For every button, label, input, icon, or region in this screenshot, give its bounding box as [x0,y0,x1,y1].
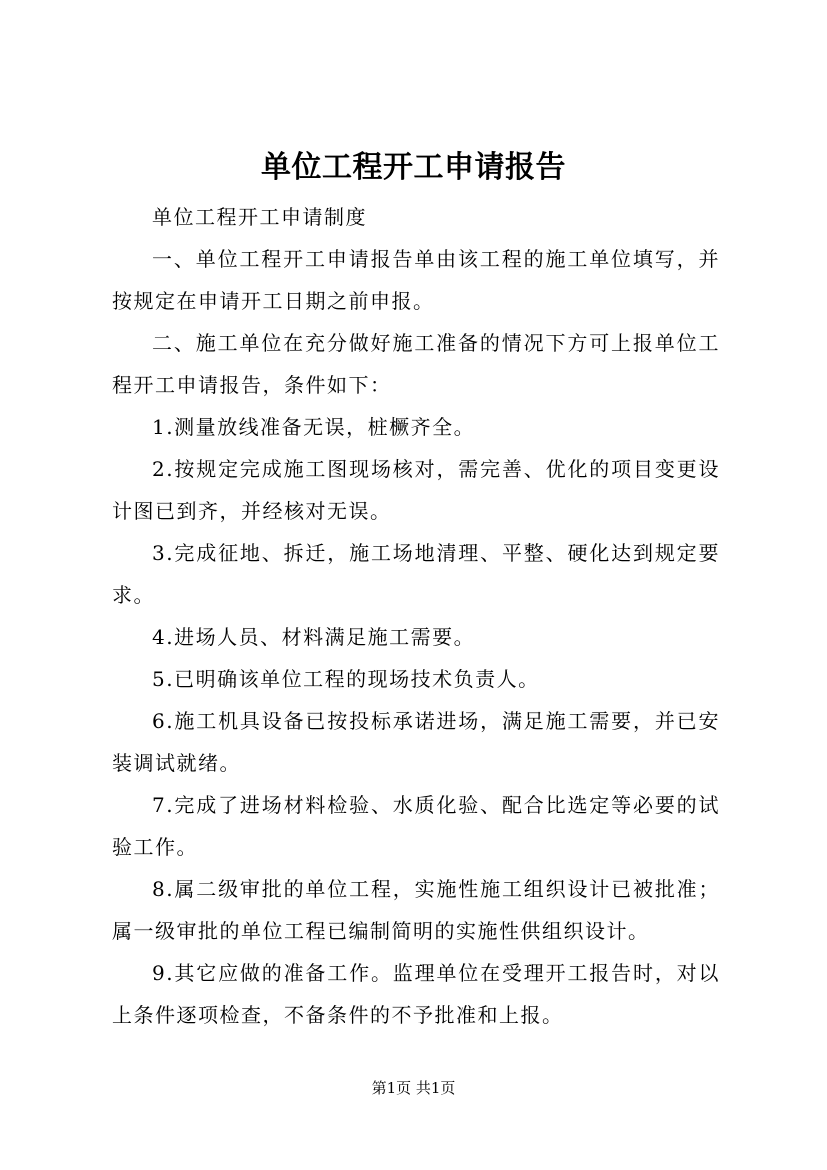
paragraph-condition-1: 1.测量放线准备无误，桩橛齐全。 [152,415,476,439]
paragraph-condition-7: 7.完成了进场材料检验、水质化验、配合比选定等必要的试验工作。 [112,793,720,859]
paragraph-condition-6: 6.施工机具设备已按投标承诺进场，满足施工需要，并已安装调试就绪。 [112,709,720,775]
document-title: 单位工程开工申请报告 [261,150,566,185]
document-body [112,196,720,1036]
paragraph-item-1: 一、单位工程开工申请报告单由该工程的施工单位填写，并按规定在申请开工日期之前申报。 [112,247,720,313]
paragraph-condition-5: 5.已明确该单位工程的现场技术负责人。 [152,667,540,691]
page-footer: 第1页 共1页 [371,1079,456,1097]
paragraph-item-2: 二、施工单位在充分做好施工准备的情况下方可上报单位工程开工申请报告，条件如下： [112,331,720,397]
paragraph-condition-2: 2.按规定完成施工图现场核对，需完善、优化的项目变更设计图已到齐，并经核对无误。 [112,457,720,523]
paragraph-condition-8: 8.属二级审批的单位工程，实施性施工组织设计已被批准；属一级审批的单位工程已编制简明的实施性供组织设计。 [112,877,720,943]
paragraph-condition-9: 9.其它应做的准备工作。监理单位在受理开工报告时，对以上条件逐项检查，不备条件的不予批准和上报。 [112,961,720,1027]
paragraph-subtitle: 单位工程开工申请制度 [152,205,367,229]
paragraph-condition-4: 4.进场人员、材料满足施工需要。 [152,625,476,649]
paragraph-condition-3: 3.完成征地、拆迁，施工场地清理、平整、硬化达到规定要求。 [112,541,720,607]
